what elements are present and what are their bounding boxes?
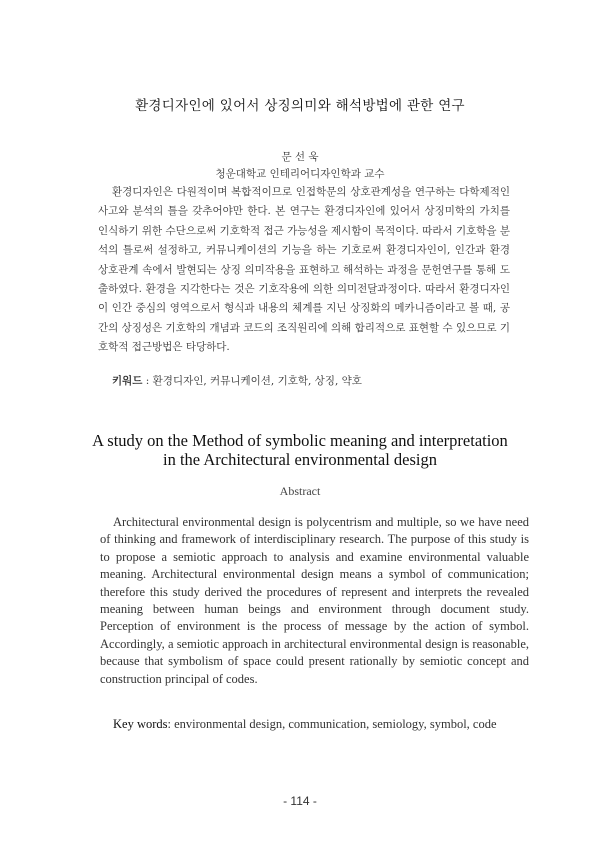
- korean-abstract: 환경디자인은 다원적이며 복합적이므로 인접학문의 상호관계성을 연구하는 다학제적인 사고와 분석의 틀을 갖추어야만 한다. 본 연구는 환경디자인에 있어서 상징미학의 가치를 인식하기 위한 수단으로써 기호학적 접근 가능성을 제시함이 목적이다. 따라서 기호학을 분석의 틀로써 설정하고, 커뮤니케이션의 기능을 하는 기호로써 환경디자인이, 인간과 환경 상호관계 속에서 발현되는 상징 의미작용을 표현하고 해석하는 과정을 문헌연구를 통해 도출하였다. 환경을 지각한다는 것은 기호작용에 의한 의미전달과정이다. 따라서 환경디자인이 인간 중심의 영역으로서 형식과 내용의 체계를 지닌 상징화의 메카니즘이라고 볼 때, 공간의 상징성은 기호학의 개념과 코드의 조직원리에 의해 합리적으로 표현할 수 있으므로 기호학적 접근방법은 타당하다.: [98, 186, 511, 354]
- abstract-heading: Abstract: [279, 484, 321, 498]
- author-name: 문 선 욱: [281, 151, 319, 163]
- english-title-line-1: A study on the Method of symbolic meaning and interpretation: [92, 431, 508, 450]
- english-keywords-label: Key words: [113, 717, 168, 731]
- english-keywords: [113, 717, 533, 732]
- korean-keywords: [112, 373, 512, 388]
- english-title-line-2: in the Architectural environmental design: [163, 450, 437, 469]
- english-keywords-list: : environmental design, communication, semiology, symbol, code: [167, 717, 497, 731]
- korean-title: 환경디자인에 있어서 상징의미와 해석방법에 관한 연구: [135, 98, 465, 114]
- korean-keywords-label: 키워드: [112, 375, 143, 387]
- page-number: - 114 -: [283, 794, 317, 808]
- author-affiliation: 청운대학교 인테리어디자인학과 교수: [215, 168, 385, 180]
- english-title: [0, 431, 600, 469]
- korean-keywords-list: : 환경디자인, 커뮤니케이션, 기호학, 상징, 약호: [145, 375, 362, 387]
- english-abstract: Architectural environmental design is polycentrism and multiple, so we have need of thinking and framework of interdisciplinary research. The purpose of this study is to propose a semiotic approach to analysis and examine environmental valuable meaning. Architectural environmental design means a symbol of communication; therefore this study derived the procedures of represent and interprets the revealed meaning between human beings and environment through document study. Perception of environment is the process of message by the action of symbol. Accordingly, a semiotic approach in architectural environmental design is reasonable, because that symbolism of space could present rationally by semiotic concept and construction principal of codes.: [100, 515, 529, 686]
